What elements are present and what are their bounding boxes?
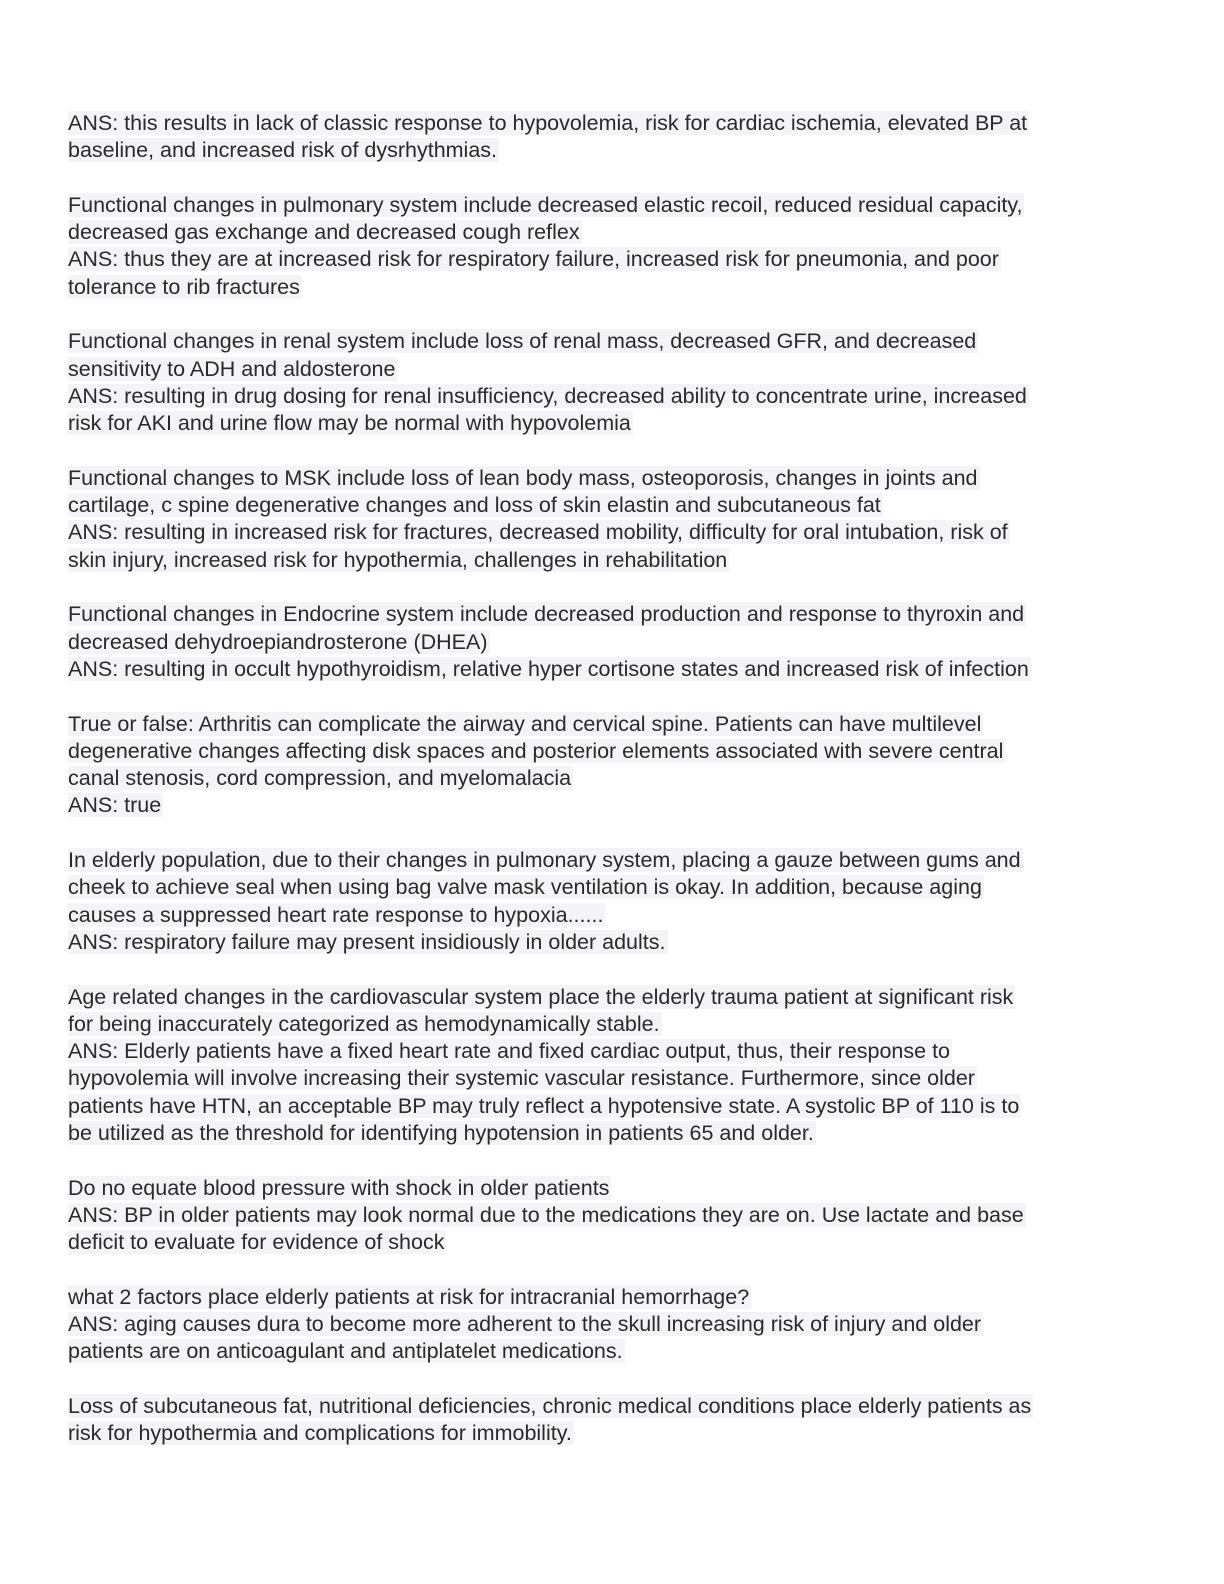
text-line-row (68, 1120, 1148, 1147)
text-line-row (68, 1202, 1148, 1229)
text-line-row (68, 192, 1148, 219)
text-line-row (68, 902, 1148, 929)
qa-block (68, 465, 1148, 574)
text-line-row (68, 874, 1148, 901)
text-line-row (68, 1038, 1148, 1065)
qa-block (68, 847, 1148, 956)
text-line: deficit to evaluate for evidence of shock (68, 1230, 445, 1255)
qa-block (68, 1284, 1148, 1366)
text-line-row (68, 110, 1148, 137)
text-line: ANS: aging causes dura to become more adherent to the skull increasing risk of injury and older (68, 1312, 982, 1337)
text-line: canal stenosis, cord compression, and myelomalacia (68, 766, 572, 791)
text-line-row (68, 328, 1148, 355)
text-line-row (68, 1229, 1148, 1256)
text-line-row (68, 410, 1148, 437)
document-body (68, 110, 1148, 1448)
text-line: decreased dehydroepiandrosterone (DHEA) (68, 629, 488, 654)
text-line: tolerance to rib fractures (68, 274, 300, 299)
text-line: Functional changes in Endocrine system include decreased production and response to thyroxin and (68, 602, 1025, 627)
text-line: risk for hypothermia and complications for immobility. (68, 1421, 572, 1446)
text-line: hypovolemia will involve increasing their systemic vascular resistance. Furthermore, since older (68, 1066, 975, 1091)
text-line: skin injury, increased risk for hypothermia, challenges in rehabilitation (68, 547, 728, 572)
text-line-row (68, 656, 1148, 683)
text-line: degenerative changes affecting disk spaces and posterior elements associated with severe central (68, 738, 1004, 763)
text-line-row (68, 738, 1148, 765)
text-line: ANS: Elderly patients have a fixed heart rate and fixed cardiac output, thus, their response to (68, 1039, 951, 1064)
text-line-row (68, 792, 1148, 819)
text-line: ANS: true (68, 793, 162, 818)
text-line-row (68, 1284, 1148, 1311)
text-line-row (68, 246, 1148, 273)
text-line-row (68, 847, 1148, 874)
text-line-row (68, 929, 1148, 956)
text-line: Age related changes in the cardiovascular system place the elderly trauma patient at significant risk (68, 984, 1014, 1009)
text-line-row (68, 1338, 1148, 1365)
qa-block (68, 1393, 1148, 1448)
text-line-row (68, 1393, 1148, 1420)
text-line: ANS: BP in older patients may look normal due to the medications they are on. Use lactate and base (68, 1202, 1024, 1227)
text-line-row (68, 465, 1148, 492)
text-line-row (68, 547, 1148, 574)
text-line-row (68, 1175, 1148, 1202)
text-line-row (68, 601, 1148, 628)
text-line: baseline, and increased risk of dysrhythmias. (68, 138, 498, 163)
text-line-row (68, 137, 1148, 164)
text-line-row (68, 1065, 1148, 1092)
text-line: for being inaccurately categorized as hemodynamically stable. (68, 1011, 660, 1036)
text-line-row (68, 1093, 1148, 1120)
qa-block (68, 328, 1148, 437)
text-line: In elderly population, due to their changes in pulmonary system, placing a gauze between gums and (68, 848, 1021, 873)
text-line: ANS: resulting in drug dosing for renal insufficiency, decreased ability to concentrate urine, increased (68, 383, 1027, 408)
qa-block (68, 1175, 1148, 1257)
text-line: causes a suppressed heart rate response to hypoxia...... (68, 902, 604, 927)
text-line: sensitivity to ADH and aldosterone (68, 356, 396, 381)
text-line-row (68, 274, 1148, 301)
text-line: patients have HTN, an acceptable BP may truly reflect a hypotensive state. A systolic BP of 110 is to (68, 1093, 1020, 1118)
text-line: cheek to achieve seal when using bag valve mask ventilation is okay. In addition, because aging (68, 875, 982, 900)
text-line-row (68, 383, 1148, 410)
text-line-row (68, 711, 1148, 738)
text-line: risk for AKI and urine flow may be normal with hypovolemia (68, 411, 631, 436)
text-line: decreased gas exchange and decreased cough reflex (68, 220, 580, 245)
text-line: Functional changes to MSK include loss of lean body mass, osteoporosis, changes in joints and (68, 465, 978, 490)
text-line-row (68, 1420, 1148, 1447)
text-line-row (68, 629, 1148, 656)
text-line-row (68, 1011, 1148, 1038)
text-line: Functional changes in renal system include loss of renal mass, decreased GFR, and decreased (68, 329, 977, 354)
qa-block (68, 984, 1148, 1148)
text-line: Loss of subcutaneous fat, nutritional deficiencies, chronic medical conditions place elderly patients as (68, 1393, 1032, 1418)
text-line-row (68, 984, 1148, 1011)
text-line: ANS: resulting in occult hypothyroidism, relative hyper cortisone states and increased risk of infection (68, 656, 1029, 681)
text-line-row (68, 765, 1148, 792)
text-line: Do no equate blood pressure with shock in older patients (68, 1175, 610, 1200)
text-line: ANS: resulting in increased risk for fractures, decreased mobility, difficulty for oral intubation, risk of (68, 520, 1008, 545)
qa-block (68, 711, 1148, 820)
text-line-row (68, 1311, 1148, 1338)
text-line: ANS: thus they are at increased risk for respiratory failure, increased risk for pneumonia, and poor (68, 247, 999, 272)
text-line: ANS: respiratory failure may present insidiously in older adults. (68, 929, 666, 954)
text-line: True or false: Arthritis can complicate the airway and cervical spine. Patients can have multilevel (68, 711, 982, 736)
qa-block (68, 110, 1148, 165)
text-line-row (68, 219, 1148, 246)
text-line: cartilage, c spine degenerative changes and loss of skin elastin and subcutaneous fat (68, 493, 881, 518)
text-line: patients are on anticoagulant and antiplatelet medications. (68, 1339, 623, 1364)
text-line: be utilized as the threshold for identifying hypotension in patients 65 and older. (68, 1120, 814, 1145)
qa-block (68, 601, 1148, 683)
text-line-row (68, 356, 1148, 383)
qa-block (68, 192, 1148, 301)
text-line: ANS: this results in lack of classic response to hypovolemia, risk for cardiac ischemia, elevated BP at (68, 111, 1028, 135)
text-line: Functional changes in pulmonary system include decreased elastic recoil, reduced residual capacity, (68, 192, 1023, 217)
text-line-row (68, 519, 1148, 546)
text-line: what 2 factors place elderly patients at risk for intracranial hemorrhage? (68, 1284, 750, 1309)
text-line-row (68, 492, 1148, 519)
